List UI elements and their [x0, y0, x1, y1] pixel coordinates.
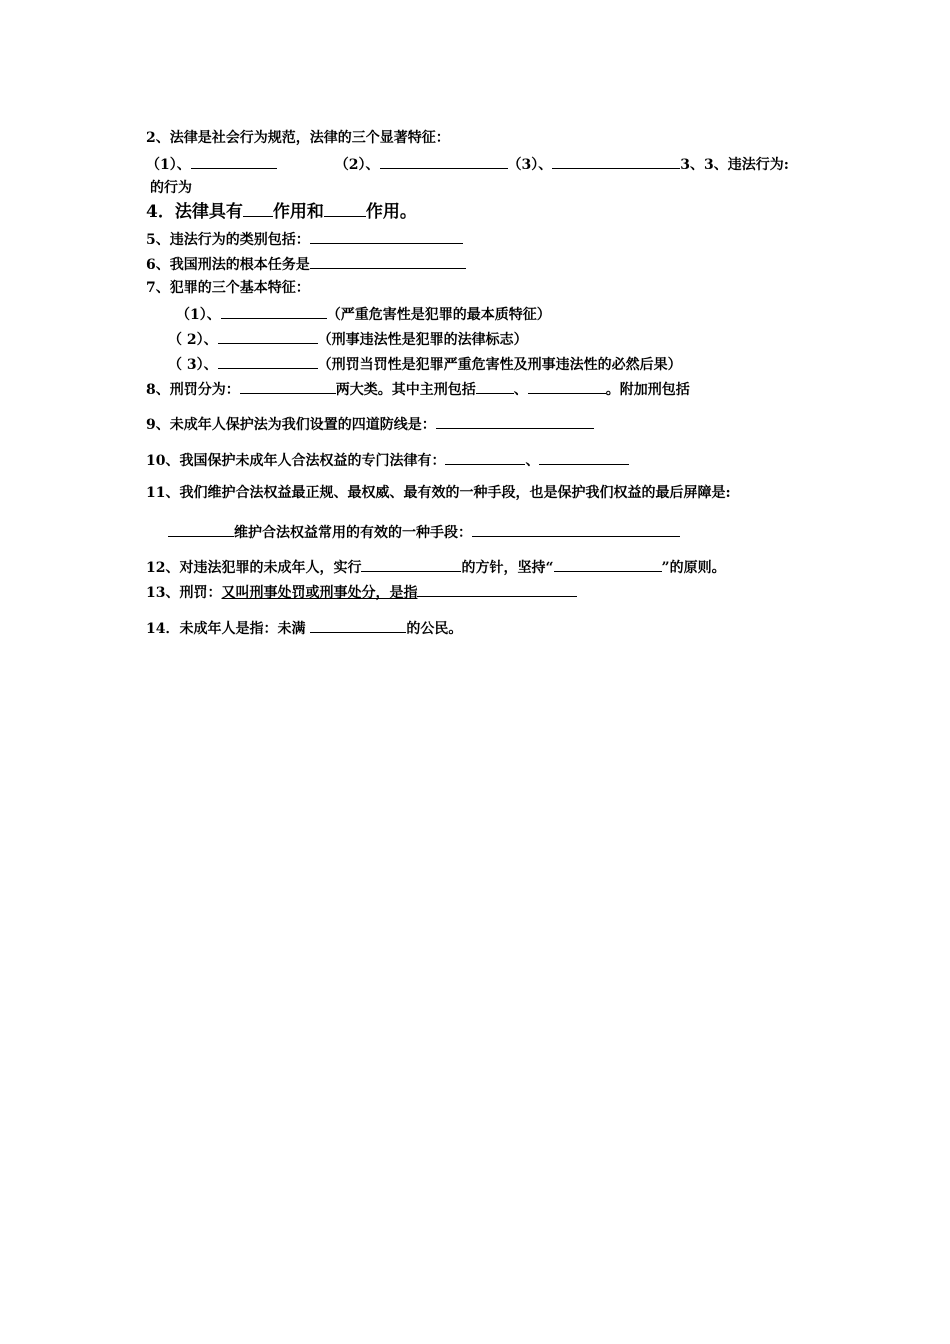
question-12-text-a: 12、对违法犯罪的未成年人，实行 [146, 560, 362, 576]
question-2-text: 2、法律是社会行为规范，法律的三个显著特征： [146, 130, 450, 146]
blank-field[interactable] [417, 582, 577, 597]
blank-field[interactable] [310, 618, 406, 633]
question-8 [146, 379, 690, 399]
blank-field[interactable] [528, 379, 606, 394]
question-4-text-b: 作用和 [272, 202, 324, 222]
question-13 [146, 582, 577, 602]
question-12-text-b: 的方针，坚持“ [461, 560, 554, 576]
question-12 [146, 557, 726, 577]
blank-field[interactable] [552, 154, 680, 169]
question-14-text-a: 14．未成年人是指：未满 [146, 621, 311, 637]
item-2-label: （ 2）、 [168, 332, 218, 348]
question-10-text: 10、我国保护未成年人合法权益的专门法律有： [146, 453, 446, 469]
question-3-cont-text: 的行为 [150, 180, 192, 196]
question-8-text-a: 8、刑罚分为： [146, 382, 240, 398]
blank-field[interactable] [218, 354, 318, 369]
question-9 [146, 414, 594, 434]
blank-field[interactable] [554, 557, 662, 572]
question-14 [146, 618, 462, 638]
question-13-text-b: 又叫刑事处罚或刑事处分，是指 [221, 585, 418, 601]
part-1-label: （1）、 [146, 157, 191, 173]
question-4-text-a: 4．法律具有 [146, 202, 243, 222]
question-7-item-3 [168, 354, 682, 374]
blank-field[interactable] [218, 329, 318, 344]
part-3-label: （3）、 [507, 157, 553, 173]
item-1-note: （严重危害性是犯罪的最本质特征） [326, 307, 551, 323]
question-3-continuation [150, 179, 192, 197]
question-8-sep: 、 [513, 382, 528, 398]
question-2-parts [146, 154, 789, 174]
question-8-text-b: 两大类。其中主刑包括 [335, 382, 476, 398]
blank-field[interactable] [445, 450, 525, 465]
question-3-text: 3、3、违法行为: [680, 157, 789, 173]
item-1-label: （1）、 [176, 307, 221, 323]
question-12-text-c: ”的原则。 [661, 560, 726, 576]
question-14-text-b: 的公民。 [406, 621, 463, 637]
question-11-continuation [168, 522, 680, 542]
question-11 [146, 484, 731, 502]
blank-field[interactable] [324, 202, 366, 217]
blank-field[interactable] [191, 154, 277, 169]
question-11-cont-text: 维护合法权益常用的有效的一种手段： [234, 525, 472, 541]
question-4 [146, 201, 417, 223]
blank-field[interactable] [436, 414, 594, 429]
item-3-note: （刑罚当罚性是犯罪严重危害性及刑事违法性的必然后果） [317, 357, 682, 373]
question-5 [146, 229, 463, 249]
question-9-text: 9、未成年人保护法为我们设置的四道防线是： [146, 417, 436, 433]
question-10 [146, 450, 629, 470]
blank-field[interactable] [168, 522, 234, 537]
question-6-text: 6、我国刑法的根本任务是 [146, 257, 310, 273]
blank-field[interactable] [243, 202, 273, 217]
question-2 [146, 129, 450, 147]
question-11-text: 11、我们维护合法权益最正规、最权威、最有效的一种手段，也是保护我们权益的最后屏障是: [146, 485, 731, 501]
blank-field[interactable] [539, 450, 629, 465]
question-10-sep: 、 [525, 453, 540, 469]
part-2-label: （2）、 [334, 157, 380, 173]
blank-field[interactable] [310, 254, 466, 269]
question-7-item-2 [168, 329, 528, 349]
question-7-item-1 [176, 304, 551, 324]
blank-field[interactable] [310, 229, 463, 244]
item-2-note: （刑事违法性是犯罪的法律标志） [317, 332, 528, 348]
blank-field[interactable] [361, 557, 461, 572]
question-5-text: 5、违法行为的类别包括： [146, 232, 310, 248]
question-8-text-d: 。附加刑包括 [605, 382, 690, 398]
blank-field[interactable] [472, 522, 680, 537]
blank-field[interactable] [240, 379, 336, 394]
blank-field[interactable] [476, 379, 514, 394]
question-4-text-c: 作用。 [365, 202, 417, 222]
question-7-text: 7、犯罪的三个基本特征： [146, 280, 310, 296]
question-13-text-a: 13、刑罚： [146, 585, 222, 601]
item-3-label: （ 3）、 [168, 357, 218, 373]
question-6 [146, 254, 466, 274]
blank-field[interactable] [380, 154, 508, 169]
question-7 [146, 279, 310, 297]
blank-field[interactable] [221, 304, 327, 319]
